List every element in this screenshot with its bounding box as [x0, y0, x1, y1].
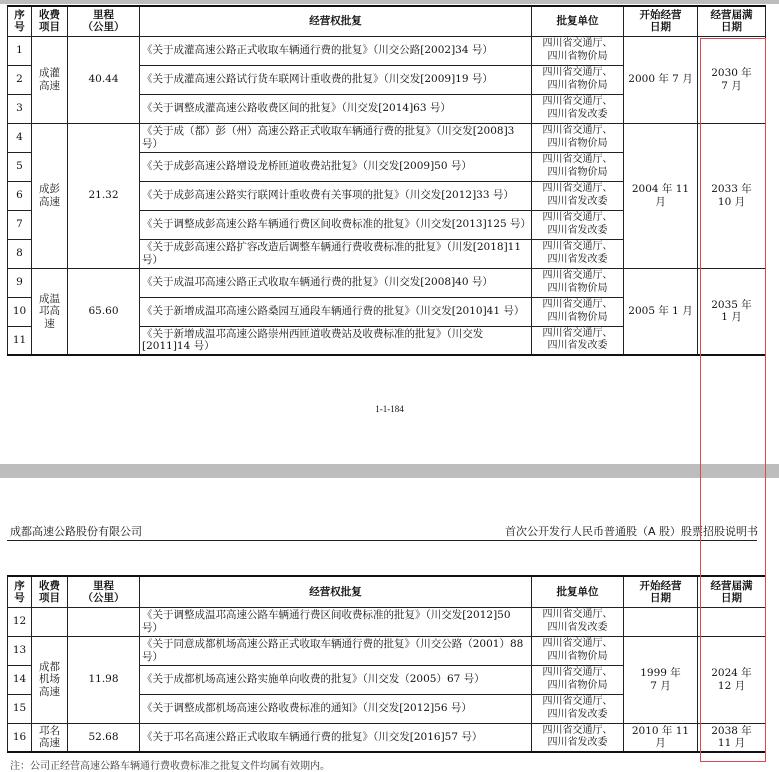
project-cell: 成灌 高速 — [32, 36, 68, 123]
header-start — [624, 6, 698, 36]
header-mileage — [68, 576, 140, 607]
unit-cell: 四川省交通厅、 四川省发改委 — [532, 694, 624, 723]
approval-cell: 《关于成温邛高速公路正式收取车辆通行费的批复》（川交发[2008]40 号） — [140, 268, 532, 297]
unit-cell: 四川省交通厅、 四川省物价局 — [532, 36, 624, 65]
table-row — [8, 268, 766, 297]
start-date-cell: 2004 年 11 月 — [624, 123, 698, 268]
mileage-cell: 52.68 — [68, 723, 140, 752]
viewer-gap-middle — [0, 464, 779, 478]
start-date-cell-empty — [624, 607, 698, 636]
mileage-cell: 21.32 — [68, 123, 140, 268]
unit-cell: 四川省交通厅、 四川省发改委 — [532, 607, 624, 636]
unit-cell: 四川省交通厅、 四川省物价局 — [532, 65, 624, 94]
approval-cell: 《关于同意成都机场高速公路正式收取车辆通行费的批复》（川交公路（2001）88 号） — [140, 636, 532, 665]
table-row — [8, 36, 766, 65]
end-date-cell: 2035 年 1 月 — [698, 268, 766, 355]
seq-cell: 12 — [8, 607, 32, 636]
header-rule — [7, 540, 757, 541]
table-row — [8, 636, 766, 665]
running-header-title: 首次公开发行人民币普通股（A 股）股票招股说明书 — [504, 525, 758, 538]
header-seq-text: 序 号 — [14, 9, 25, 34]
mileage-cell: 11.98 — [68, 636, 140, 723]
approval-cell: 《关于成彭高速公路实行联网计重收费有关事项的批复》（川交发[2012]33 号） — [140, 181, 532, 210]
header-unit — [532, 6, 624, 36]
unit-cell: 四川省交通厅、 四川省物价局 — [532, 268, 624, 297]
seq-cell: 16 — [8, 723, 32, 752]
unit-cell: 四川省交通厅、 四川省物价局 — [532, 636, 624, 665]
header-approval — [140, 6, 532, 36]
approval-cell: 《关于成（都）彭（州）高速公路正式收取车辆通行费的批复》（川交发[2008]3 号） — [140, 123, 532, 152]
header-start — [624, 576, 698, 607]
unit-cell: 四川省交通厅、 四川省发改委 — [532, 326, 624, 355]
header-start-text: 开始经营 日期 — [639, 579, 682, 604]
header-seq — [8, 6, 32, 36]
approval-cell: 《关于调整成灌高速公路收费区间的批复》（川交发[2014]63 号） — [140, 94, 532, 123]
table-row — [8, 123, 766, 152]
header-mileage — [68, 6, 140, 36]
seq-cell: 11 — [8, 326, 32, 355]
header-unit-text: 批复单位 — [556, 585, 599, 598]
unit-cell: 四川省交通厅、 四川省物价局 — [532, 123, 624, 152]
page-number: 1-1-184 — [375, 404, 404, 414]
project-cell: 成彭 高速 — [32, 123, 68, 268]
header-approval-text: 经营权批复 — [309, 585, 362, 598]
approval-cell: 《关于成彭高速公路扩容改造后调整车辆通行费收费标准的批复》（川发[2018]11 号） — [140, 239, 532, 268]
running-header-company: 成都高速公路股份有限公司 — [10, 525, 142, 538]
unit-cell: 四川省交通厅、 四川省发改委 — [532, 239, 624, 268]
concession-table-page2 — [7, 575, 766, 753]
approval-cell: 《关于调整成温邛高速公路车辆通行费区间收费标准的批复》（川交发[2012]50 号） — [140, 607, 532, 636]
approval-cell: 《关于新增成温邛高速公路桑园互通段车辆通行费的批复》（川交发[2010]41 号） — [140, 297, 532, 326]
seq-cell: 8 — [8, 239, 32, 268]
project-cell: 成温 邛高 速 — [32, 268, 68, 355]
table-row — [8, 607, 766, 636]
unit-cell: 四川省交通厅、 四川省物价局 — [532, 297, 624, 326]
unit-cell: 四川省交通厅、 四川省发改委 — [532, 723, 624, 752]
header-approval — [140, 576, 532, 607]
approval-cell: 《关于成灌高速公路试行货车联网计重收费的批复》（川交发[2009]19 号） — [140, 65, 532, 94]
document-page-1 — [0, 4, 779, 464]
mileage-cell-empty — [68, 607, 140, 636]
header-project — [32, 6, 68, 36]
unit-cell: 四川省交通厅、 四川省发改委 — [532, 210, 624, 239]
approval-cell: 《关于成都机场高速公路实施单向收费的批复》（川交发（2005）67 号） — [140, 665, 532, 694]
project-cell-empty — [32, 607, 68, 636]
approval-cell: 《关于新增成温邛高速公路崇州西匝道收费站及收费标准的批复》（川交发[2011]14 号） — [140, 326, 532, 355]
project-cell: 成都 机场 高速 — [32, 636, 68, 723]
unit-cell: 四川省交通厅、 四川省发改委 — [532, 181, 624, 210]
seq-cell: 5 — [8, 152, 32, 181]
table-row — [8, 723, 766, 752]
header-end-text: 经营届满 日期 — [710, 9, 753, 34]
footnote-cutoff: 注：公司正经营高速公路车辆通行费收费标准之批复文件均属有效期内。 — [10, 761, 330, 772]
header-seq-text: 序 号 — [14, 579, 25, 604]
end-date-cell: 2024 年 12 月 — [698, 636, 766, 723]
mileage-cell: 65.60 — [68, 268, 140, 355]
start-date-cell: 1999 年 7 月 — [624, 636, 698, 723]
seq-cell: 6 — [8, 181, 32, 210]
approval-cell: 《关于邛名高速公路正式收取车辆通行费的批复》（川交发[2016]57 号） — [140, 723, 532, 752]
approval-cell: 《关于调整成都机场高速公路收费标准的通知》（川交发[2012]56 号） — [140, 694, 532, 723]
concession-table-page1 — [7, 5, 766, 356]
unit-cell: 四川省交通厅、 四川省发改委 — [532, 94, 624, 123]
approval-cell: 《关于成彭高速公路增设龙桥匝道收费站批复》（川交发[2009]50 号） — [140, 152, 532, 181]
header-end-text: 经营届满 日期 — [710, 579, 753, 604]
header-end — [698, 576, 766, 607]
header-mileage-text: 里程 （公里） — [82, 9, 125, 34]
seq-cell: 14 — [8, 665, 32, 694]
seq-cell: 9 — [8, 268, 32, 297]
approval-cell: 《关于成灌高速公路正式收取车辆通行费的批复》（川交公路[2002]34 号） — [140, 36, 532, 65]
seq-cell: 4 — [8, 123, 32, 152]
seq-cell: 1 — [8, 36, 32, 65]
start-date-cell: 2000 年 7 月 — [624, 36, 698, 123]
seq-cell: 7 — [8, 210, 32, 239]
header-unit-text: 批复单位 — [556, 15, 599, 28]
seq-cell: 10 — [8, 297, 32, 326]
end-date-cell: 2038 年 11 月 — [698, 723, 766, 752]
header-mileage-text: 里程 （公里） — [82, 579, 125, 604]
seq-cell: 15 — [8, 694, 32, 723]
header-project-text: 收费 项目 — [39, 579, 60, 604]
header-project — [32, 576, 68, 607]
header-unit — [532, 576, 624, 607]
header-end — [698, 6, 766, 36]
project-cell: 邛名 高速 — [32, 723, 68, 752]
header-approval-text: 经营权批复 — [309, 15, 362, 28]
end-date-cell-empty — [698, 607, 766, 636]
seq-cell: 2 — [8, 65, 32, 94]
unit-cell: 四川省交通厅、 四川省物价局 — [532, 152, 624, 181]
approval-cell: 《关于调整成彭高速公路车辆通行费区间收费标准的批复》（川交发[2013]125 号） — [140, 210, 532, 239]
header-start-text: 开始经营 日期 — [639, 9, 682, 34]
seq-cell: 13 — [8, 636, 32, 665]
seq-cell: 3 — [8, 94, 32, 123]
unit-cell: 四川省交通厅、 四川省物价局 — [532, 665, 624, 694]
end-date-cell: 2030 年 7 月 — [698, 36, 766, 123]
mileage-cell: 40.44 — [68, 36, 140, 123]
start-date-cell: 2005 年 1 月 — [624, 268, 698, 355]
header-project-text: 收费 项目 — [39, 9, 60, 34]
header-seq — [8, 576, 32, 607]
start-date-cell: 2010 年 11 月 — [624, 723, 698, 752]
end-date-cell: 2033 年 10 月 — [698, 123, 766, 268]
